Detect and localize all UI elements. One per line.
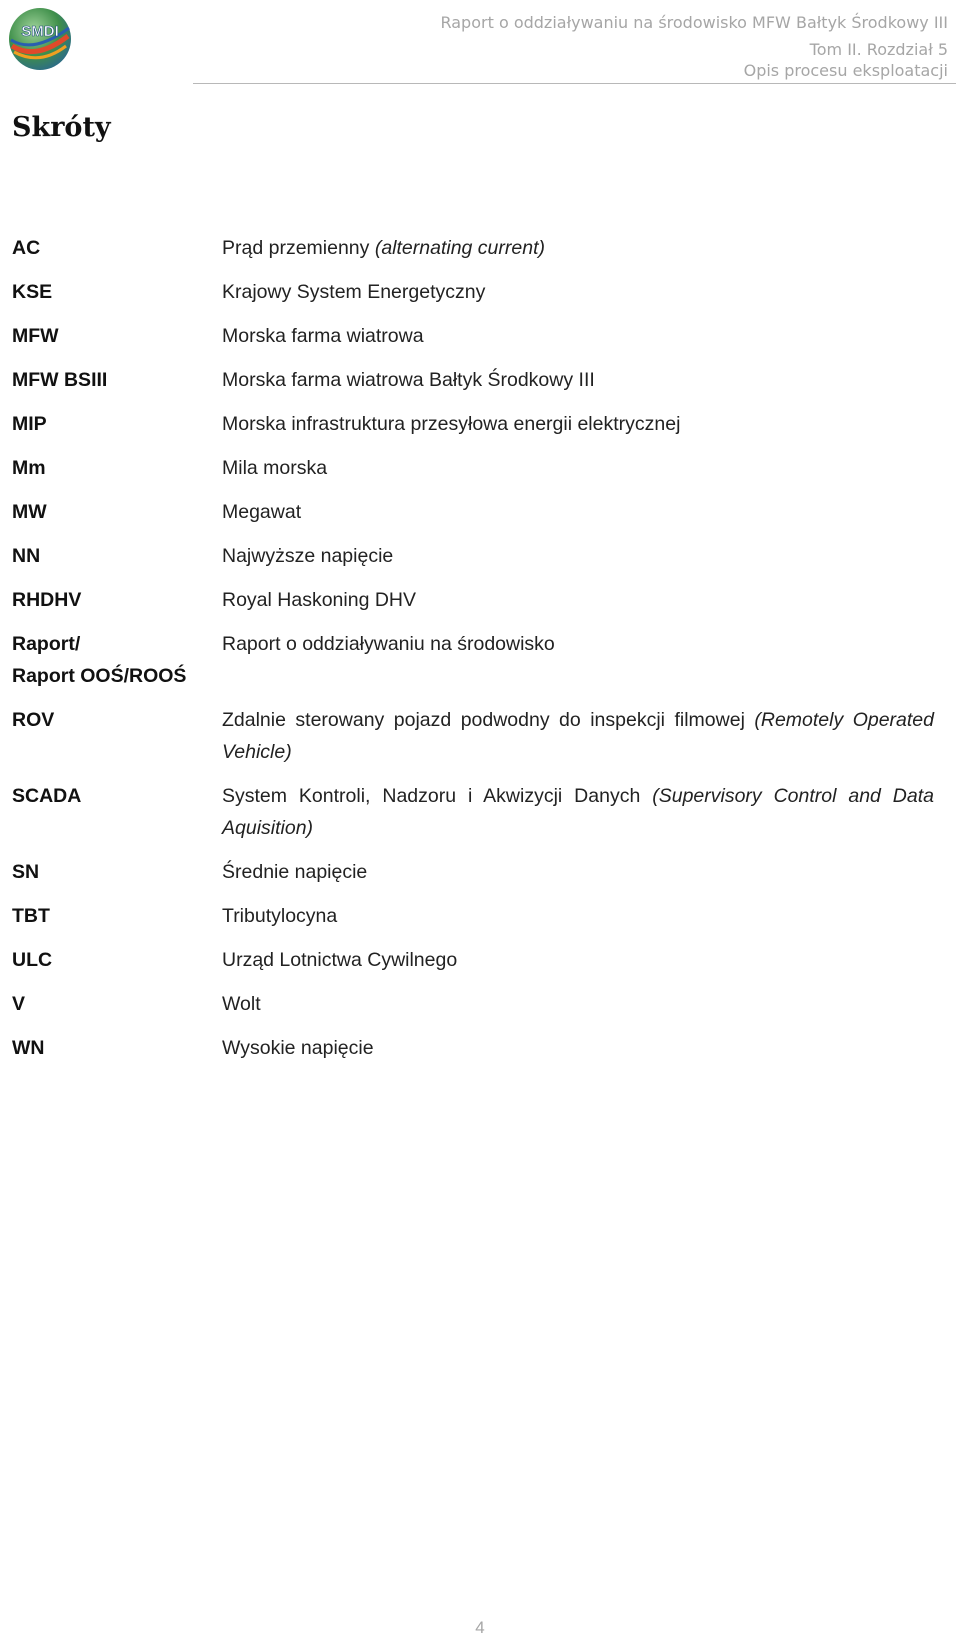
abbreviation-term: KSE <box>12 281 53 303</box>
abbreviation-definition <box>222 584 934 616</box>
abbreviation-row <box>12 944 934 976</box>
abbreviation-row <box>12 584 934 616</box>
definition-text: Morska farma wiatrowa Bałtyk Środkowy III <box>222 369 595 391</box>
abbreviation-term: AC <box>12 237 41 259</box>
abbreviation-term: RHDHV <box>12 589 82 611</box>
abbreviation-row <box>12 704 934 768</box>
page-number: 4 <box>475 1618 485 1637</box>
abbreviation-definition <box>222 780 934 844</box>
abbreviation-row <box>12 276 934 308</box>
abbreviation-definition <box>222 276 934 308</box>
definition-text: Urząd Lotnictwa Cywilnego <box>222 949 458 971</box>
abbreviation-list <box>12 232 934 1076</box>
running-header <box>440 12 948 81</box>
abbreviation-term: MIP <box>12 413 47 435</box>
page-title: Skróty <box>12 112 111 143</box>
definition-text: Prąd przemienny <box>222 237 370 259</box>
definition-text: Royal Haskoning DHV <box>222 589 417 611</box>
abbreviation-definition <box>222 408 934 440</box>
abbreviation-row <box>12 364 934 396</box>
abbreviation-definition <box>222 540 934 572</box>
abbreviation-term: ULC <box>12 949 53 971</box>
abbreviation-definition <box>222 1032 934 1064</box>
abbreviation-definition <box>222 364 934 396</box>
abbreviation-row <box>12 900 934 932</box>
abbreviation-definition <box>222 452 934 484</box>
abbreviation-term: MFW BSIII <box>12 369 108 391</box>
abbreviation-definition <box>222 856 934 888</box>
abbreviation-term: SCADA <box>12 785 82 807</box>
abbreviation-term: NN <box>12 545 41 567</box>
definition-text: Megawat <box>222 501 302 523</box>
definition-english: (Remotely Operated Vehicle) <box>222 709 934 763</box>
definition-text: Morska infrastruktura przesyłowa energii elektrycznej <box>222 413 681 435</box>
abbreviation-term: V <box>12 993 26 1015</box>
abbreviation-definition <box>222 232 934 264</box>
definition-text: Mila morska <box>222 457 328 479</box>
header-report-title: Raport o oddziaływaniu na środowisko MFW Bałtyk Środkowy III <box>440 13 948 32</box>
abbreviation-row <box>12 628 934 692</box>
header-volume-chapter: Tom II. Rozdział 5 <box>809 40 948 59</box>
abbreviation-term: SN <box>12 861 40 883</box>
abbreviation-row <box>12 452 934 484</box>
definition-english: (alternating current) <box>374 237 545 259</box>
abbreviation-term: TBT <box>12 905 50 927</box>
abbreviation-term: MFW <box>12 325 59 347</box>
abbreviation-row <box>12 320 934 352</box>
abbreviation-term: WN <box>12 1037 45 1059</box>
abbreviation-definition <box>222 320 934 352</box>
abbreviation-row <box>12 780 934 844</box>
abbreviation-definition <box>222 628 934 692</box>
abbreviation-term: MW <box>12 501 47 523</box>
abbreviation-term: Mm <box>12 457 46 479</box>
abbreviation-definition <box>222 988 934 1020</box>
abbreviation-term: Raport/ Raport OOŚ/ROOŚ <box>12 633 187 687</box>
definition-text: Najwyższe napięcie <box>222 545 394 567</box>
abbreviation-row <box>12 856 934 888</box>
abbreviation-row <box>12 540 934 572</box>
definition-text: Średnie napięcie <box>222 861 368 883</box>
abbreviation-definition <box>222 704 934 768</box>
definition-english: (Supervisory Control and Data Aquisition) <box>222 785 934 839</box>
definition-text: Zdalnie sterowany pojazd podwodny do inspekcji filmowej <box>222 709 745 731</box>
definition-text: Wolt <box>222 993 261 1015</box>
definition-text: System Kontroli, Nadzoru i Akwizycji Danych <box>222 785 641 807</box>
definition-text: Raport o oddziaływaniu na środowisko <box>222 633 555 655</box>
abbreviation-row <box>12 408 934 440</box>
abbreviation-row <box>12 496 934 528</box>
header-divider <box>193 83 956 84</box>
definition-text: Krajowy System Energetyczny <box>222 281 486 303</box>
svg-text:SMDI: SMDI <box>21 23 59 40</box>
definition-text: Wysokie napięcie <box>222 1037 374 1059</box>
smdi-logo <box>6 6 74 72</box>
abbreviation-definition <box>222 900 934 932</box>
definition-text: Tributylocyna <box>222 905 338 927</box>
abbreviation-row <box>12 1032 934 1064</box>
abbreviation-definition <box>222 944 934 976</box>
abbreviation-row <box>12 232 934 264</box>
definition-text: Morska farma wiatrowa <box>222 325 424 347</box>
abbreviation-row <box>12 988 934 1020</box>
abbreviation-definition <box>222 496 934 528</box>
abbreviation-term: ROV <box>12 709 55 731</box>
header-chapter-title: Opis procesu eksploatacji <box>743 61 948 80</box>
